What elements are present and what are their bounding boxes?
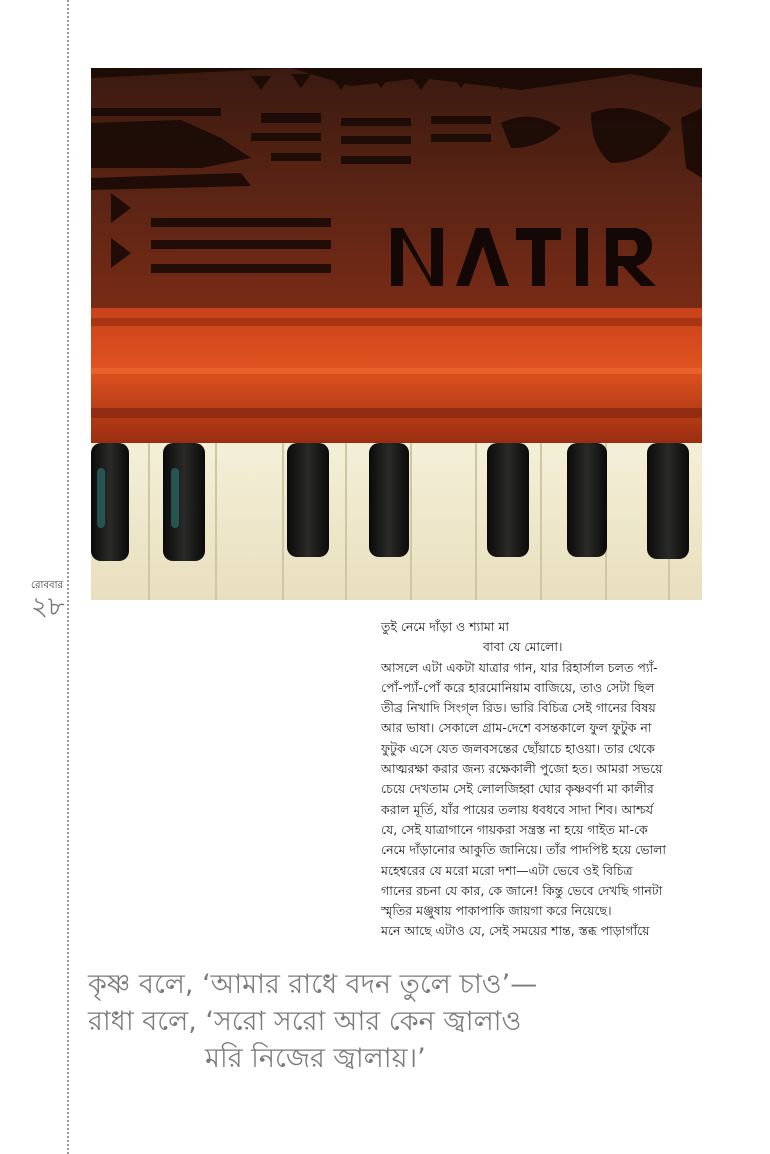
folio: [31, 578, 65, 622]
body-line: আর ভাষা। সেকালে গ্রাম-দেশে বসন্তকালে ফুল ফুটুক না: [381, 720, 652, 736]
body-line: গানের রচনা যে কার, কে জানে! কিন্তু ভেবে দেখছি গানটা: [381, 882, 663, 898]
body-line: যে, সেই যাত্রাগানে গায়করা সন্ত্রস্ত না হয়ে গাইত মা-কে: [381, 821, 648, 837]
body-line: তীব্র নিখাদি সিংগ্‌ল রিড। ভারি বিচিত্র সেই গানের বিষয়: [381, 700, 656, 716]
body-line: আসলে এটা একটা যাত্রার গান, যার রিহার্সাল চলত প্যাঁ-: [381, 659, 658, 675]
pull-quote: [88, 966, 728, 1077]
body-line: চেয়ে দেখতাম সেই লোলজিহ্বা ঘোর কৃষ্ণবর্ণা মা কালীর: [381, 781, 654, 797]
body-line: মনে আছে এটাও যে, সেই সময়ের শান্ত, স্তব্ধ পাড়াগাঁয়ে: [381, 923, 650, 939]
pull-quote-line-2: রাধা বলে, ‘সরো সরো আর কেন জ্বালাও: [88, 1006, 522, 1037]
body-line: ফুটুক এসে যেত জলবসন্তের ছোঁয়াচে হাওয়া। তার থেকে: [381, 740, 655, 756]
body-line: আত্মরক্ষা করার জন্য রক্ষেকালী পুজো হত। আমরা সভয়ে: [381, 761, 663, 777]
body-line: স্মৃতির মঞ্জুষায় পাকাপাকি জায়গা করে নিয়েছে।: [381, 903, 612, 919]
body-line: পোঁ-প্যাঁ-পোঁ করে হারমোনিয়াম বাজিয়ে, তাও সেটা ছিল: [381, 679, 655, 695]
verse-line-1: তুই নেমে দাঁড়া ও শ্যামা মা: [381, 619, 509, 634]
magazine-name: রোববার: [31, 580, 63, 591]
body-line: করাল মূর্তি, যাঁর পায়ের তলায় ধবধবে সাদা শিব। আশ্চর্য: [381, 801, 654, 817]
verse-line-2: বাবা যে মোলো।: [483, 639, 563, 655]
margin-rule: [67, 0, 69, 1154]
page-number: ২৮: [31, 592, 65, 622]
pull-quote-line-1: কৃষ্ণ বলে, ‘আমার রাধে বদন তুলে চাও’—: [88, 969, 538, 1000]
harmonium-keys-photo: [91, 68, 702, 600]
article-body: [381, 617, 711, 942]
body-line: নেমে দাঁড়ানোর আকুতি জানিয়ে। তাঁর পাদপিষ্ট হয়ে ভোলা: [381, 842, 667, 858]
body-line: মহেশ্বরের যে মরো মরো দশা—এটা ভেবে ওই বিচিত্র: [381, 862, 633, 878]
harmonium-illustration: [91, 68, 702, 600]
pull-quote-line-3: মরি নিজের জ্বালায়।’: [205, 1043, 426, 1074]
